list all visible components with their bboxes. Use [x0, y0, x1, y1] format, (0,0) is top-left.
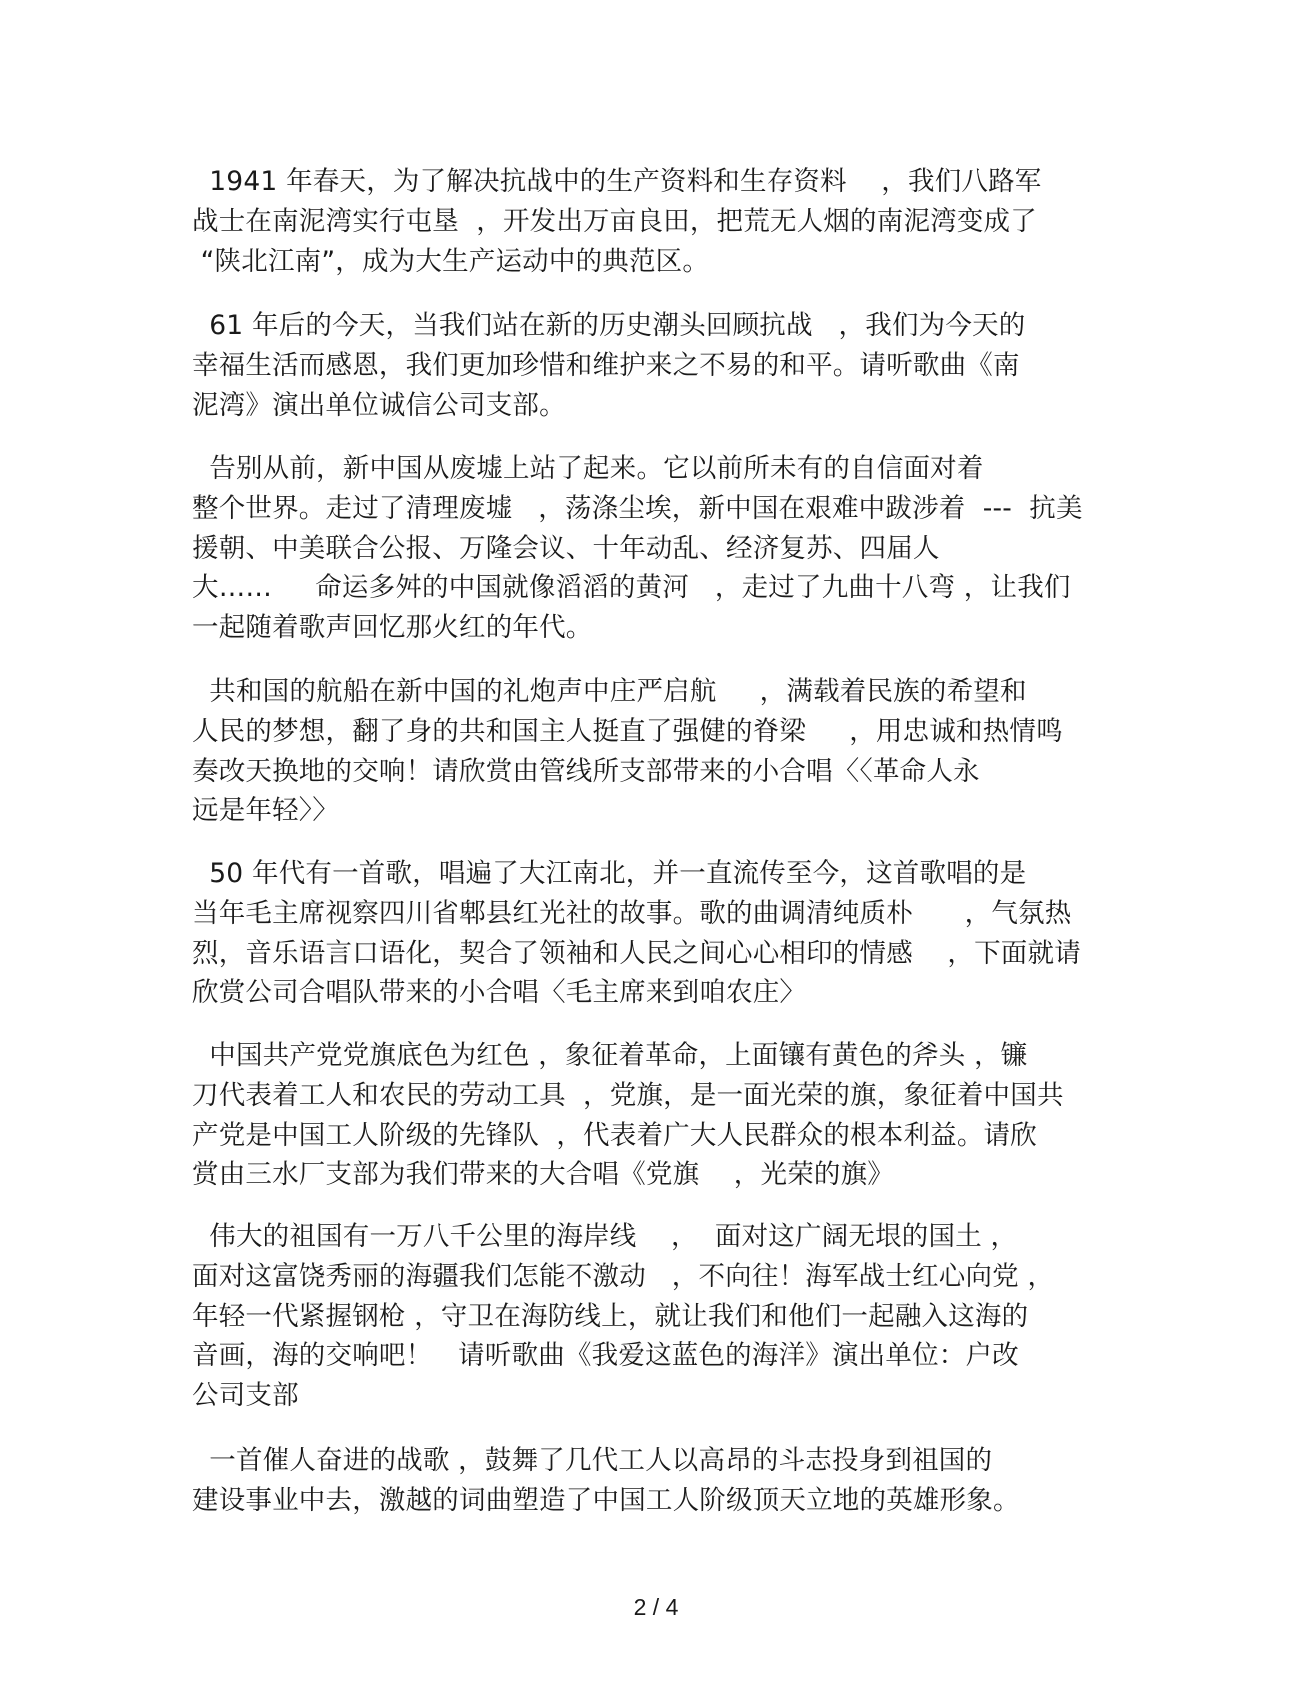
text-line: 一首催人奋进的战歌 ，鼓舞了几代工人以高昂的斗志投身到祖国的 — [192, 1445, 993, 1476]
text-line: 一起随着歌声回忆那火红的年代。 — [192, 612, 593, 644]
text-line: 刀代表着工人和农民的劳动工具 ，党旗，是一面光荣的旗，象征着中国共 — [192, 1079, 1064, 1111]
text-line: 远是年轻〉〉 — [192, 795, 339, 827]
paragraph-party-flag — [192, 1036, 1122, 1195]
paragraph-new-china — [192, 449, 1122, 648]
paragraph-forever-young — [192, 672, 1122, 831]
text-line: 中国共产党党旗底色为红色 ，象征着革命，上面镶有黄色的斧头 ，镰 — [192, 1040, 1028, 1071]
text-line: 赏由三水厂支部为我们带来的大合唱《党旗 ，光荣的旗》 — [192, 1159, 894, 1191]
text-line: 人民的梦想，翻了身的共和国主人挺直了强健的脊梁 ，用忠诚和热情鸣 — [192, 715, 1063, 747]
text-line: “陕北江南”，成为大生产运动中的典范区。 — [192, 245, 710, 277]
text-line: 面对这富饶秀丽的海疆我们怎能不激动 ，不向往！海军战士红心向党 ， — [192, 1260, 1055, 1292]
text-line: 泥湾》演出单位诚信公司支部。 — [192, 389, 566, 421]
text-line: 公司支部 — [192, 1380, 299, 1412]
text-line: 年轻一代紧握钢枪 ，守卫在海防线上，就让我们和他们一起融入这海的 — [192, 1300, 1029, 1332]
paragraph-workers-anthem — [192, 1441, 1122, 1521]
text-line: 共和国的航船在新中国的礼炮声中庄严启航 ，满载着民族的希望和 — [192, 676, 1027, 707]
text-line: 音画，海的交响吧！ 请听歌曲《我爱这蓝色的海洋》演出单位：户改 — [192, 1340, 1019, 1372]
paragraph-blue-ocean — [192, 1217, 1122, 1416]
text-line: 整个世界。走过了清理废墟 ，荡涤尘埃，新中国在艰难中跋涉着 --- 抗美 — [192, 492, 1083, 524]
text-line: 伟大的祖国有一万八千公里的海岸线 ， 面对这广阔无垠的国土 ， — [192, 1221, 1018, 1252]
page-number: 2 / 4 — [633, 1594, 679, 1620]
text-line: 当年毛主席视察四川省郫县红光社的故事。歌的曲调清纯质朴 ，气氛热 — [192, 897, 1072, 929]
text-line: 建设事业中去，激越的词曲塑造了中国工人阶级顶天立地的英雄形象。 — [192, 1484, 1020, 1516]
text-line: 奏改天换地的交响！请欣赏由管线所支部带来的小合唱〈〈革命人永 — [192, 755, 980, 787]
text-line: 大…… 命运多舛的中国就像滔滔的黄河 ，走过了九曲十八弯 ，让我们 — [192, 572, 1071, 604]
text-line: 产党是中国工人阶级的先锋队 ，代表着广大人民群众的根本利益。请欣 — [192, 1119, 1037, 1151]
paragraph-nanniwan-song — [192, 306, 1122, 425]
text-line: 援朝、中美联合公报、万隆会议、十年动乱、经济复苏、四届人 — [192, 532, 940, 564]
text-line: 50 年代有一首歌，唱遍了大江南北，并一直流传至今，这首歌唱的是 — [192, 858, 1027, 889]
text-line: 1941 年春天，为了解决抗战中的生产资料和生存资料 ，我们八路军 — [192, 166, 1042, 197]
text-line: 告别从前，新中国从废墟上站了起来。它以前所未有的自信面对着 — [192, 453, 984, 484]
text-line: 战士在南泥湾实行屯垦 ，开发出万亩良田，把荒无人烟的南泥湾变成了 — [192, 205, 1037, 237]
text-line: 欣赏公司合唱队带来的小合唱〈毛主席来到咱农庄〉 — [192, 977, 807, 1009]
paragraph-nanniwan-history — [192, 162, 1122, 281]
text-line: 61 年后的今天，当我们站在新的历史潮头回顾抗战 ，我们为今天的 — [192, 310, 1026, 341]
paragraph-chairman-mao-song — [192, 854, 1122, 1013]
text-line: 烈，音乐语言口语化，契合了领袖和人民之间心心相印的情感 ，下面就请 — [192, 937, 1081, 969]
text-line: 幸福生活而感恩，我们更加珍惜和维护来之不易的和平。请听歌曲《南 — [192, 349, 1020, 381]
